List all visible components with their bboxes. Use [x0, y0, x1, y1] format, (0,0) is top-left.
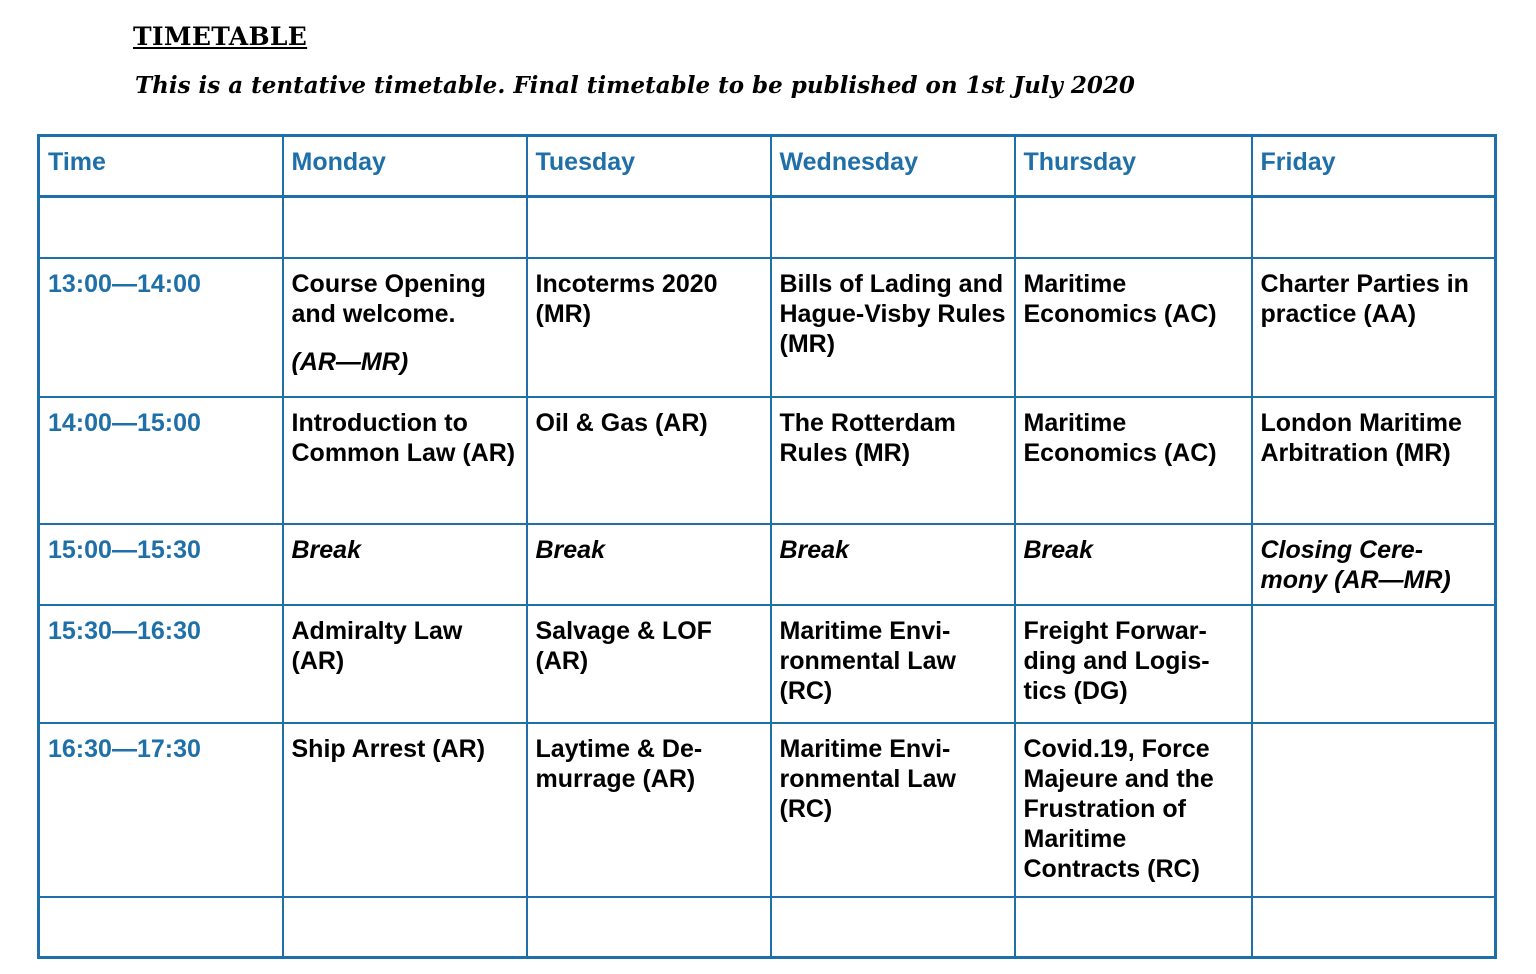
header-row: [39, 136, 1496, 197]
empty-cell: [283, 197, 527, 259]
break-wednesday: Break: [771, 524, 1015, 605]
empty-cell: [771, 197, 1015, 259]
header-time: Time: [39, 136, 283, 197]
session-monday: Ship Arrest (AR): [283, 723, 527, 897]
header-friday: Friday: [1252, 136, 1496, 197]
session-wednesday: The Rotterdam Rules (MR): [771, 397, 1015, 524]
break-tuesday: Break: [527, 524, 771, 605]
table-row: [39, 605, 1496, 723]
session-friday: Closing Cere-mony (AR—MR): [1252, 524, 1496, 605]
empty-row-bottom: [39, 897, 1496, 958]
empty-cell: [527, 197, 771, 259]
page-title: TIMETABLE: [133, 22, 308, 51]
session-monday: [283, 258, 527, 397]
timetable: [37, 134, 1497, 959]
empty-cell: [527, 897, 771, 958]
session-thursday: Maritime Economics (AC): [1015, 258, 1252, 397]
empty-cell: [771, 897, 1015, 958]
time-slot: 16:30—17:30: [39, 723, 283, 897]
session-presenters: (AR—MR): [291, 348, 409, 376]
time-slot: 15:30—16:30: [39, 605, 283, 723]
session-tuesday: Oil & Gas (AR): [527, 397, 771, 524]
session-title: Course Opening and welcome.: [291, 270, 486, 328]
header-thursday: Thursday: [1015, 136, 1252, 197]
session-tuesday: Incoterms 2020 (MR): [527, 258, 771, 397]
table-row: [39, 258, 1496, 397]
session-friday: London Maritime Arbitration (MR): [1252, 397, 1496, 524]
session-wednesday: Maritime Envi-ronmental Law (RC): [771, 723, 1015, 897]
empty-cell: [1252, 897, 1496, 958]
empty-cell: [1252, 197, 1496, 259]
header-wednesday: Wednesday: [771, 136, 1015, 197]
empty-cell: [1015, 197, 1252, 259]
timetable-subtitle: This is a tentative timetable. Final timetable to be published on 1st July 2020: [135, 72, 1135, 99]
header-monday: Monday: [283, 136, 527, 197]
session-monday: Admiralty Law (AR): [283, 605, 527, 723]
empty-row-top: [39, 197, 1496, 259]
table-row: [39, 524, 1496, 605]
session-wednesday: Maritime Envi-ronmental Law (RC): [771, 605, 1015, 723]
empty-cell: [39, 197, 283, 259]
table-row: [39, 397, 1496, 524]
session-thursday: Freight Forwar-ding and Logis-tics (DG): [1015, 605, 1252, 723]
session-tuesday: Salvage & LOF (AR): [527, 605, 771, 723]
time-slot: 15:00—15:30: [39, 524, 283, 605]
time-slot: 13:00—14:00: [39, 258, 283, 397]
break-monday: Break: [283, 524, 527, 605]
session-monday: Introduction to Common Law (AR): [283, 397, 527, 524]
empty-cell: [39, 897, 283, 958]
empty-cell: [1015, 897, 1252, 958]
session-wednesday: Bills of Lading and Hague-Visby Rules (MR): [771, 258, 1015, 397]
session-friday: Charter Parties in practice (AA): [1252, 258, 1496, 397]
session-thursday: Maritime Economics (AC): [1015, 397, 1252, 524]
session-tuesday: Laytime & De-murrage (AR): [527, 723, 771, 897]
session-friday: [1252, 605, 1496, 723]
session-friday: [1252, 723, 1496, 897]
break-thursday: Break: [1015, 524, 1252, 605]
time-slot: 14:00—15:00: [39, 397, 283, 524]
table-row: [39, 723, 1496, 897]
session-thursday: Covid.19, Force Majeure and the Frustration of Maritime Contracts (RC): [1015, 723, 1252, 897]
empty-cell: [283, 897, 527, 958]
header-tuesday: Tuesday: [527, 136, 771, 197]
